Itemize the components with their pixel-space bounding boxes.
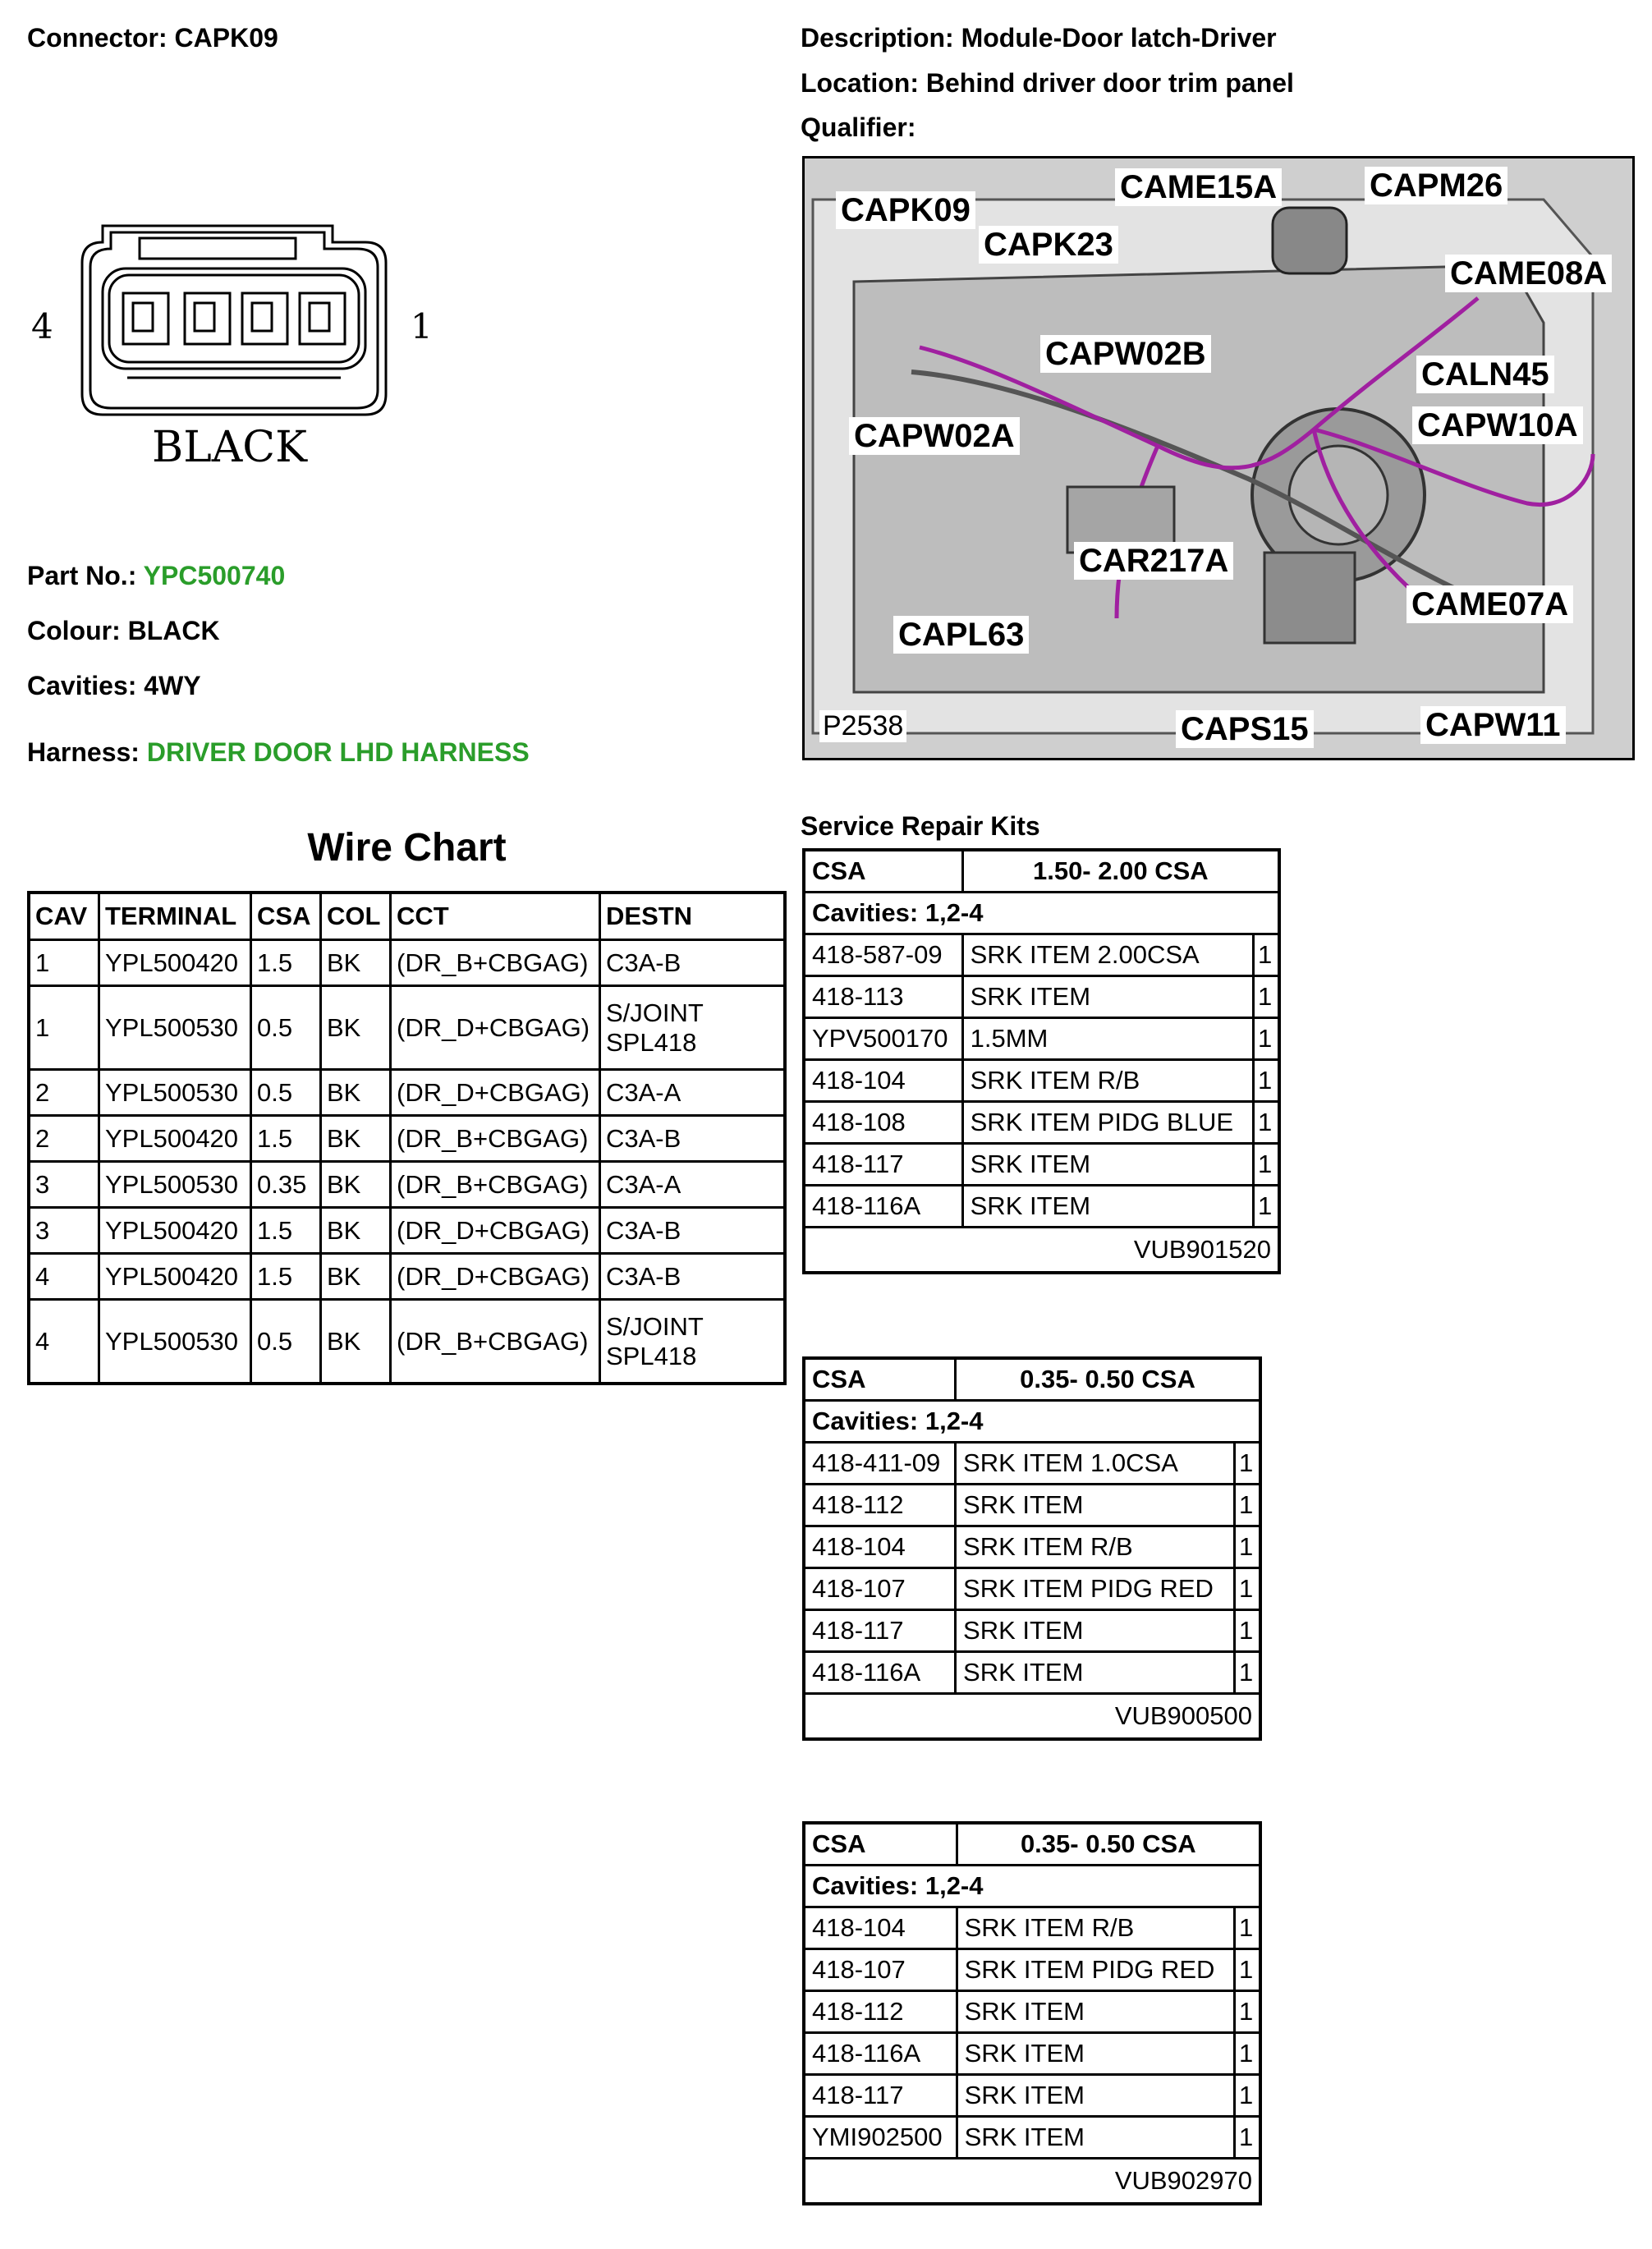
kit-item-quantity: 1 xyxy=(1254,1060,1280,1102)
kit-item-description: SRK ITEM PIDG RED xyxy=(957,1949,1234,1991)
kit-part-number: 418-116A xyxy=(804,1186,962,1228)
table-cell: C3A-B xyxy=(600,1208,786,1254)
callout-capk23: CAPK23 xyxy=(979,226,1118,264)
kit-part-number: 418-411-09 xyxy=(804,1443,956,1485)
colour-label: Colour: xyxy=(27,616,121,645)
kit-item-description: SRK ITEM xyxy=(962,1186,1253,1228)
kit-item-quantity: 1 xyxy=(1235,1443,1261,1485)
kit-csa-range: 0.35- 0.50 CSA xyxy=(956,1358,1260,1401)
connector-colour-label: BLACK xyxy=(152,423,307,472)
kit-csa-label: CSA xyxy=(804,1823,957,1866)
door-illustration-icon xyxy=(805,158,1632,758)
kit-item-quantity: 1 xyxy=(1235,1526,1261,1568)
harness-line xyxy=(27,737,530,768)
wire-chart-body xyxy=(29,940,785,1384)
callout-caps15: CAPS15 xyxy=(1176,710,1314,748)
table-row xyxy=(29,940,785,986)
kit-part-number: YPV500170 xyxy=(804,1018,962,1060)
table-row xyxy=(29,1300,785,1384)
table-cell: YPL500420 xyxy=(99,940,251,986)
table-cell: 3 xyxy=(29,1208,99,1254)
table-cell: (DR_B+CBGAG) xyxy=(391,1116,600,1162)
table-cell: C3A-B xyxy=(600,940,786,986)
table-cell: BK xyxy=(321,940,391,986)
callout-capm26: CAPM26 xyxy=(1365,167,1507,204)
col-destn: DESTN xyxy=(600,893,786,940)
kit-item-description: SRK ITEM R/B xyxy=(957,1907,1234,1949)
kit-part-number: 418-107 xyxy=(804,1949,957,1991)
table-row xyxy=(804,1186,1279,1228)
col-terminal: TERMINAL xyxy=(99,893,251,940)
table-cell: (DR_B+CBGAG) xyxy=(391,1162,600,1208)
table-cell: C3A-B xyxy=(600,1254,786,1300)
harness-value: DRIVER DOOR LHD HARNESS xyxy=(146,737,530,767)
callout-car217a: CAR217A xyxy=(1074,542,1233,580)
table-cell: (DR_D+CBGAG) xyxy=(391,1070,600,1116)
wire-chart-header xyxy=(29,893,785,940)
kit-item-quantity: 1 xyxy=(1235,2033,1261,2075)
table-cell: (DR_D+CBGAG) xyxy=(391,986,600,1070)
table-row xyxy=(804,1907,1260,1949)
table-cell: 3 xyxy=(29,1162,99,1208)
table-row xyxy=(804,976,1279,1018)
kit-item-quantity: 1 xyxy=(1254,1018,1280,1060)
table-row xyxy=(804,2117,1260,2159)
table-cell: 1.5 xyxy=(251,1254,321,1300)
cavities-value: 4WY xyxy=(144,671,201,700)
table-cell: 1 xyxy=(29,940,99,986)
table-cell: 2 xyxy=(29,1070,99,1116)
kit-header-row xyxy=(804,850,1279,893)
kit-item-description: SRK ITEM xyxy=(957,2033,1234,2075)
kit-part-number: 418-587-09 xyxy=(804,934,962,976)
callout-capw02b: CAPW02B xyxy=(1040,335,1211,373)
service-repair-kits-title: Service Repair Kits xyxy=(801,811,1040,841)
table-cell: C3A-B xyxy=(600,1116,786,1162)
table-cell: YPL500420 xyxy=(99,1116,251,1162)
table-row xyxy=(29,1116,785,1162)
callout-capw10a: CAPW10A xyxy=(1412,406,1583,444)
location-label: Location: xyxy=(801,68,919,98)
table-row xyxy=(804,934,1279,976)
kit-item-description: SRK ITEM xyxy=(956,1652,1235,1694)
kit-cavities: Cavities: 1,2-4 xyxy=(804,893,1279,934)
callout-came08a: CAME08A xyxy=(1445,255,1612,292)
callout-capl63: CAPL63 xyxy=(893,616,1029,654)
kit-item-quantity: 1 xyxy=(1235,2117,1261,2159)
part-no-line xyxy=(27,561,285,591)
photo-reference: P2538 xyxy=(819,710,906,742)
callout-capk09: CAPK09 xyxy=(836,191,975,229)
table-row xyxy=(804,1991,1260,2033)
table-cell: C3A-A xyxy=(600,1162,786,1208)
callout-capw02a: CAPW02A xyxy=(849,417,1020,455)
col-col: COL xyxy=(321,893,391,940)
kit-item-quantity: 1 xyxy=(1254,1144,1280,1186)
kit-item-quantity: 1 xyxy=(1235,1652,1261,1694)
kit-item-quantity: 1 xyxy=(1254,934,1280,976)
table-cell: (DR_D+CBGAG) xyxy=(391,1208,600,1254)
pin-4-label: 4 xyxy=(31,306,53,347)
table-cell: YPL500530 xyxy=(99,1070,251,1116)
table-cell: YPL500420 xyxy=(99,1254,251,1300)
kit-item-description: SRK ITEM xyxy=(962,1144,1253,1186)
table-row xyxy=(804,1949,1260,1991)
kit-item-quantity: 1 xyxy=(1235,1610,1261,1652)
kit-item-quantity: 1 xyxy=(1235,1991,1261,2033)
table-cell: 1.5 xyxy=(251,940,321,986)
table-row xyxy=(804,1568,1260,1610)
description-value: Module-Door latch-Driver xyxy=(961,23,1277,53)
table-cell: YPL500530 xyxy=(99,1300,251,1384)
part-no-value: YPC500740 xyxy=(143,561,286,590)
connector-value: CAPK09 xyxy=(174,23,278,53)
kit-csa-label: CSA xyxy=(804,850,962,893)
kit-item-quantity: 1 xyxy=(1254,1102,1280,1144)
door-photo xyxy=(802,156,1635,760)
kit-item-description: SRK ITEM R/B xyxy=(962,1060,1253,1102)
table-cell: BK xyxy=(321,1300,391,1384)
callout-came07a: CAME07A xyxy=(1406,585,1573,623)
table-cell: 0.35 xyxy=(251,1162,321,1208)
wire-chart-title: Wire Chart xyxy=(307,826,507,870)
kit-part-number: 418-117 xyxy=(804,1144,962,1186)
table-row xyxy=(804,1102,1279,1144)
kit-part-number: 418-112 xyxy=(804,1991,957,2033)
kit-item-description: SRK ITEM xyxy=(956,1610,1235,1652)
kit-csa-range: 1.50- 2.00 CSA xyxy=(962,850,1279,893)
cavities-label: Cavities: xyxy=(27,671,137,700)
repair-kit-table xyxy=(802,848,1281,1274)
cavities-line xyxy=(27,671,201,701)
kit-cavities-row xyxy=(804,1866,1260,1907)
col-csa: CSA xyxy=(251,893,321,940)
table-cell: BK xyxy=(321,1116,391,1162)
table-row xyxy=(804,1526,1260,1568)
kit-part-number: 418-116A xyxy=(804,2033,957,2075)
kit-header-row xyxy=(804,1358,1260,1401)
kit-item-description: SRK ITEM xyxy=(957,2075,1234,2117)
wire-chart-table xyxy=(27,891,787,1385)
col-cav: CAV xyxy=(29,893,99,940)
kit-part-number: 418-108 xyxy=(804,1102,962,1144)
table-cell: 1 xyxy=(29,986,99,1070)
kit-part-number: 418-107 xyxy=(804,1568,956,1610)
colour-line xyxy=(27,616,220,646)
table-cell: C3A-A xyxy=(600,1070,786,1116)
kit-item-description: SRK ITEM PIDG RED xyxy=(956,1568,1235,1610)
kit-part-number: 418-113 xyxy=(804,976,962,1018)
kit-item-quantity: 1 xyxy=(1235,1568,1261,1610)
table-cell: 0.5 xyxy=(251,986,321,1070)
table-cell: BK xyxy=(321,1070,391,1116)
table-row xyxy=(804,1060,1279,1102)
kit-number: VUB902970 xyxy=(804,2159,1260,2205)
table-cell: BK xyxy=(321,1254,391,1300)
table-cell: YPL500420 xyxy=(99,1208,251,1254)
kit-part-number: 418-116A xyxy=(804,1652,956,1694)
kit-csa-range: 0.35- 0.50 CSA xyxy=(957,1823,1260,1866)
table-cell: YPL500530 xyxy=(99,986,251,1070)
description-label: Description: xyxy=(801,23,954,53)
kit-item-description: SRK ITEM PIDG BLUE xyxy=(962,1102,1253,1144)
kit-part-number: 418-104 xyxy=(804,1060,962,1102)
kit-part-number: 418-117 xyxy=(804,1610,956,1652)
qualifier-line xyxy=(801,112,915,143)
kit-csa-label: CSA xyxy=(804,1358,956,1401)
table-cell: (DR_B+CBGAG) xyxy=(391,1300,600,1384)
table-row xyxy=(804,2033,1260,2075)
table-row xyxy=(29,1162,785,1208)
table-cell: (DR_B+CBGAG) xyxy=(391,940,600,986)
table-row xyxy=(29,1208,785,1254)
kit-number-row xyxy=(804,1694,1260,1740)
description-line xyxy=(801,23,1277,53)
kit-item-description: SRK ITEM 1.0CSA xyxy=(956,1443,1235,1485)
col-cct: CCT xyxy=(391,893,600,940)
kit-item-quantity: 1 xyxy=(1235,2075,1261,2117)
kit-item-description: SRK ITEM xyxy=(956,1485,1235,1526)
table-row xyxy=(29,1254,785,1300)
colour-value: BLACK xyxy=(127,616,220,645)
kit-item-description: 1.5MM xyxy=(962,1018,1253,1060)
repair-kit-table xyxy=(802,1356,1262,1741)
kit-item-quantity: 1 xyxy=(1254,976,1280,1018)
qualifier-label: Qualifier: xyxy=(801,112,916,142)
kit-item-description: SRK ITEM R/B xyxy=(956,1526,1235,1568)
table-cell: 0.5 xyxy=(251,1300,321,1384)
kit-item-quantity: 1 xyxy=(1235,1907,1261,1949)
table-row xyxy=(804,1144,1279,1186)
connector-drawing xyxy=(25,218,435,489)
table-cell: YPL500530 xyxy=(99,1162,251,1208)
table-row xyxy=(804,2075,1260,2117)
kit-part-number: 418-117 xyxy=(804,2075,957,2117)
location-line xyxy=(801,68,1294,99)
table-row xyxy=(804,1018,1279,1060)
table-row xyxy=(804,1610,1260,1652)
table-row xyxy=(29,1070,785,1116)
kit-part-number: 418-104 xyxy=(804,1526,956,1568)
kit-item-description: SRK ITEM xyxy=(962,976,1253,1018)
part-no-label: Part No.: xyxy=(27,561,137,590)
table-cell: BK xyxy=(321,1162,391,1208)
kit-number: VUB900500 xyxy=(804,1694,1260,1740)
location-value: Behind driver door trim panel xyxy=(925,68,1294,98)
repair-kit-table xyxy=(802,1821,1262,2205)
table-row xyxy=(29,986,785,1070)
kit-part-number: YMI902500 xyxy=(804,2117,957,2159)
table-cell: S/JOINT SPL418 xyxy=(600,1300,786,1384)
kit-number: VUB901520 xyxy=(804,1228,1279,1274)
kit-number-row xyxy=(804,2159,1260,2205)
connector-line xyxy=(27,23,278,53)
harness-label: Harness: xyxy=(27,737,140,767)
kit-part-number: 418-104 xyxy=(804,1907,957,1949)
table-cell: 4 xyxy=(29,1254,99,1300)
kit-cavities-row xyxy=(804,1401,1260,1443)
connector-label: Connector: xyxy=(27,23,167,53)
kit-number-row xyxy=(804,1228,1279,1274)
kit-cavities: Cavities: 1,2-4 xyxy=(804,1401,1260,1443)
table-row xyxy=(804,1443,1260,1485)
table-row xyxy=(804,1652,1260,1694)
table-row xyxy=(804,1485,1260,1526)
kit-cavities-row xyxy=(804,893,1279,934)
table-cell: (DR_D+CBGAG) xyxy=(391,1254,600,1300)
table-cell: 0.5 xyxy=(251,1070,321,1116)
table-cell: BK xyxy=(321,986,391,1070)
kit-header-row xyxy=(804,1823,1260,1866)
callout-capw11: CAPW11 xyxy=(1420,706,1566,744)
kit-item-description: SRK ITEM xyxy=(957,2117,1234,2159)
table-cell: 1.5 xyxy=(251,1116,321,1162)
kit-item-quantity: 1 xyxy=(1254,1186,1280,1228)
callout-came15a: CAME15A xyxy=(1115,168,1282,206)
kit-cavities: Cavities: 1,2-4 xyxy=(804,1866,1260,1907)
kit-item-quantity: 1 xyxy=(1235,1949,1261,1991)
kit-part-number: 418-112 xyxy=(804,1485,956,1526)
pin-1-label: 1 xyxy=(411,306,433,347)
table-cell: 1.5 xyxy=(251,1208,321,1254)
table-cell: 2 xyxy=(29,1116,99,1162)
kit-item-quantity: 1 xyxy=(1235,1485,1261,1526)
table-cell: BK xyxy=(321,1208,391,1254)
callout-caln45: CALN45 xyxy=(1416,356,1554,393)
kit-item-description: SRK ITEM 2.00CSA xyxy=(962,934,1253,976)
table-cell: S/JOINT SPL418 xyxy=(600,986,786,1070)
table-cell: 4 xyxy=(29,1300,99,1384)
kit-item-description: SRK ITEM xyxy=(957,1991,1234,2033)
